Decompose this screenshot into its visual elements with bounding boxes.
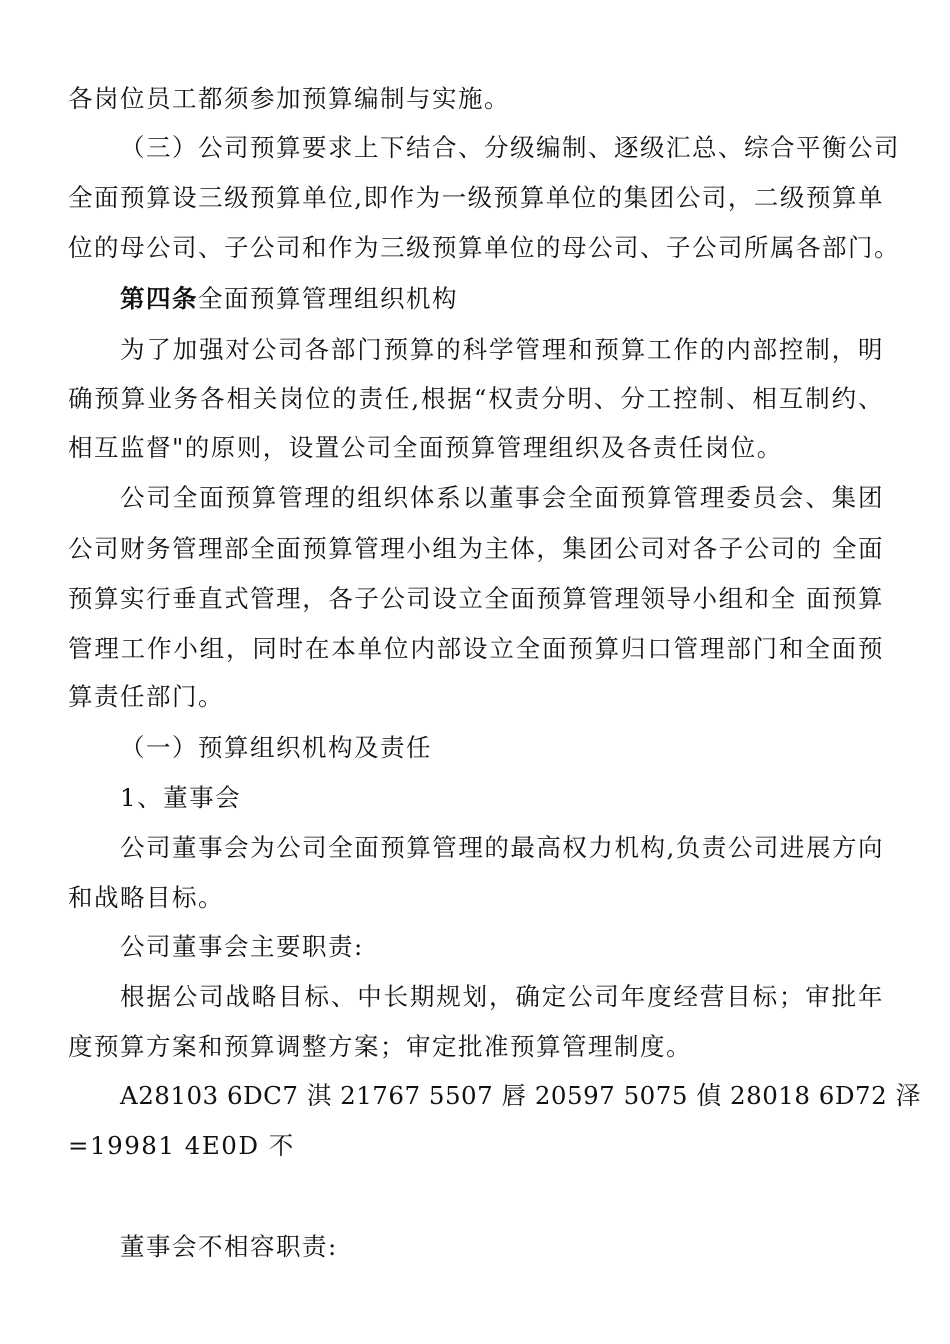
text-line: 相互监督"的原则，设置公司全面预算管理组织及各责任岗位。: [68, 433, 783, 462]
code-token: 28018: [730, 1081, 811, 1110]
text-line: 管理工作小组，同时在本单位内部设立全面预算归口管理部门和全面预: [68, 634, 884, 663]
code-line-continued: =19981 4E0D 不: [68, 1131, 295, 1160]
code-token: 5075: [623, 1081, 688, 1110]
text-line: 位的母公司、子公司和作为三级预算单位的母公司、子公司所属各部门。: [68, 233, 900, 262]
text-line: 全面预算设三级预算单位,即作为一级预算单位的集团公司，二级预算单: [68, 183, 884, 212]
code-token: 20597: [534, 1081, 616, 1110]
code-token: 淇: [306, 1081, 332, 1110]
subsection-heading: 1、董事会: [120, 783, 242, 812]
code-token: 偵: [696, 1081, 722, 1110]
text-line: 和战略目标。: [68, 883, 224, 912]
article-heading: [120, 283, 884, 315]
text-line: 公司财务管理部全面预算管理小组为主体，集团公司对各子公司的 全面: [68, 534, 884, 563]
code-token: 泽: [895, 1081, 921, 1110]
text-line: （三）公司预算要求上下结合、分级编制、逐级汇总、综合平衡公司: [120, 133, 900, 162]
code-token: 6D72: [818, 1081, 888, 1110]
text-line: 预算实行垂直式管理，各子公司设立全面预算管理领导小组和全 面预算: [68, 584, 884, 613]
text-line: 确预算业务各相关岗位的责任,根据“权责分明、分工控制、相互制约、: [68, 384, 884, 413]
code-token: 5507: [428, 1081, 494, 1110]
text-line: 算责任部门。: [68, 682, 224, 711]
text-line: 公司董事会主要职责:: [120, 932, 364, 961]
section-heading: （一）预算组织机构及责任: [120, 733, 432, 762]
text-line: 各岗位员工都须参加预算编制与实施。: [68, 84, 510, 113]
text-line: 董事会不相容职责:: [120, 1232, 338, 1261]
code-token: 6DC7: [226, 1081, 299, 1110]
text-line: 度预算方案和预算调整方案；审定批准预算管理制度。: [68, 1032, 692, 1061]
text-line: 公司董事会为公司全面预算管理的最高权力机构,负责公司进展方向: [120, 833, 884, 862]
code-line: [120, 1080, 921, 1112]
code-token: A28103: [120, 1081, 219, 1110]
text-line: 公司全面预算管理的组织体系以董事会全面预算管理委员会、集团: [120, 483, 884, 512]
code-token: 21767: [340, 1081, 421, 1110]
code-token: 唇: [501, 1081, 527, 1110]
article-title: 全面预算管理组织机构: [198, 284, 458, 313]
text-line: 根据公司战略目标、中长期规划，确定公司年度经营目标；审批年: [120, 982, 884, 1011]
text-line: 为了加强对公司各部门预算的科学管理和预算工作的内部控制，明: [120, 335, 884, 364]
article-label: 第四条: [120, 284, 198, 313]
